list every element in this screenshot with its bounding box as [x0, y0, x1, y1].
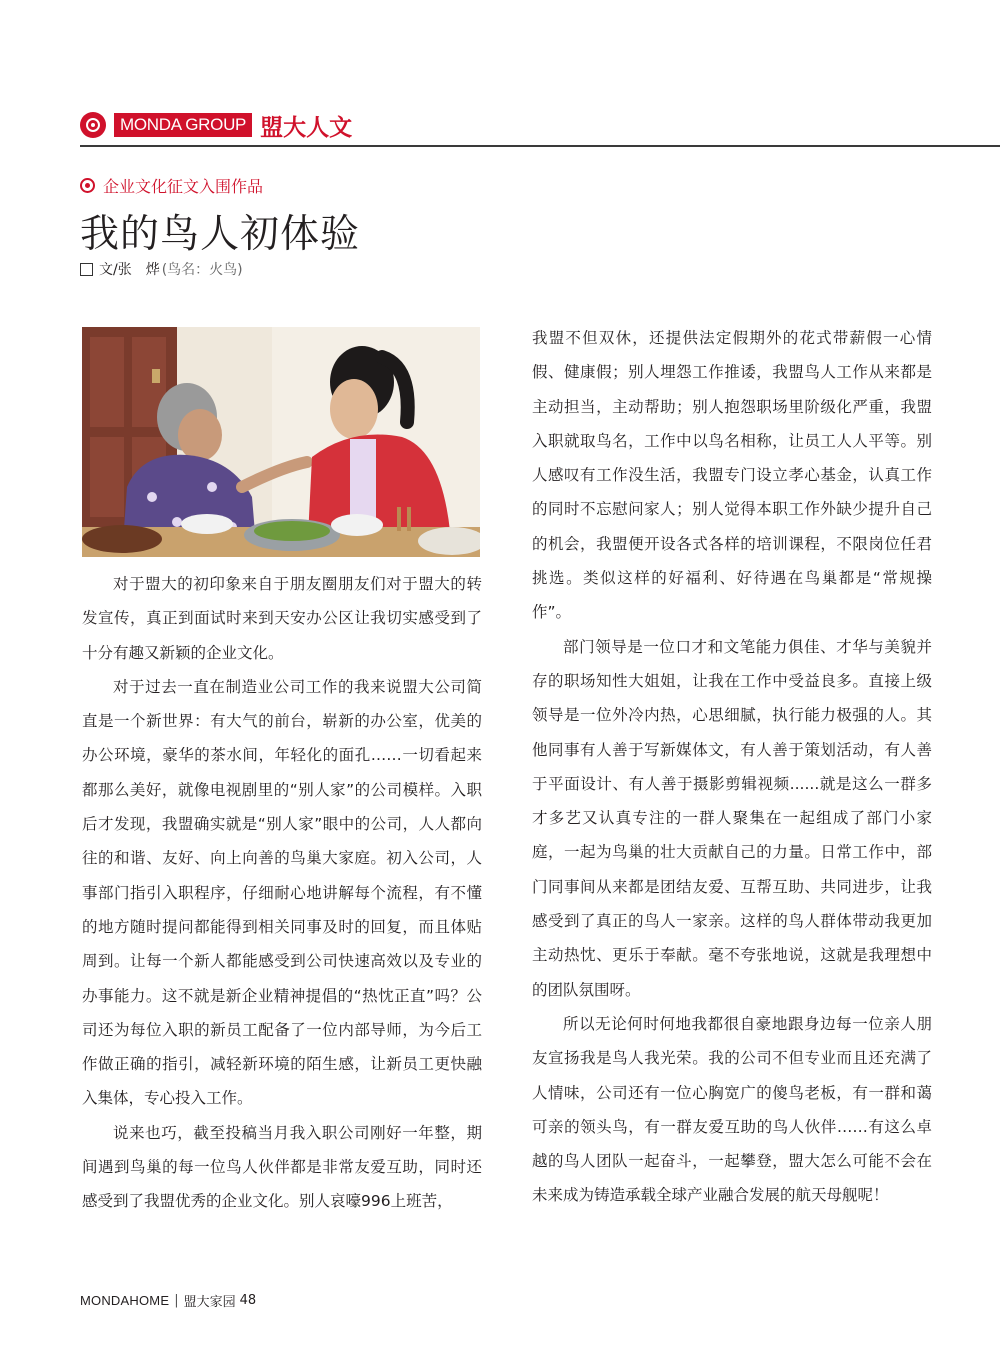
page-footer [80, 1291, 256, 1310]
byline-author: 文/张 烨 [99, 262, 160, 278]
paragraph: 对于盟大的初印象来自于朋友圈朋友们对于盟大的转发宣传，真正到面试时来到天安办公区让我切实感受到了十分有趣又新颖的企业文化。 [82, 575, 482, 662]
paragraph-continuation: 我盟不但双休，还提供法定假期外的花式带薪假一心情假、健康假；别人埋怨工作推诿，我盟鸟人工作从来都是主动担当，主动帮助；别人抱怨职场里阶级化严重，我盟入职就取鸟名，工作中以鸟名相称，让员工人人平等。别人感叹有工作没生活，我盟专门设立孝心基金，认真工作的同时不忘慰问家人；别人觉得本职工作外缺少提升自己的机会，我盟便开设各式各样的培训课程，不限岗位任君挑选。类似这样的好福利、好待遇在鸟巢都是“常规操作”。 [532, 329, 932, 622]
bullseye-icon [80, 178, 95, 193]
article-title: 我的鸟人初体验 [80, 212, 361, 257]
footer-brand: MONDAHOME [80, 1293, 170, 1308]
monda-logo-icon [80, 112, 106, 138]
byline [80, 259, 243, 279]
page-header [80, 109, 352, 141]
section-name: 盟大人文 [260, 114, 353, 141]
article-kicker [80, 174, 263, 197]
right-column [532, 321, 932, 1213]
brand-label: MONDA GROUP [114, 113, 252, 137]
paragraph: 说来也巧，截至投稿当月我入职公司刚好一年整，期间遇到鸟巢的每一位鸟人伙伴都是非常友爱互助，同时还感受到了我盟优秀的企业文化。别人哀嚎996上班苦， [82, 1123, 482, 1211]
paragraph: 部门领导是一位口才和文笔能力俱佳、才华与美貌并存的职场知性大姐姐，让我在工作中受益良多。直接上级领导是一位外冷内热，心思细腻，执行能力极强的人。其他同事有人善于写新媒体文，有人善于策划活动，有人善于平面设计、有人善于摄影剪辑视频......就是这么一群多才多艺又认真专注的一群人聚集在一起组成了部门小家庭，一起为鸟巢的壮大贡献自己的力量。日常工作中，部门同事间从来都是团结友爱、互帮互助、共同进步，让我感受到了真正的鸟人一家亲。这样的鸟人群体带动我更加主动热忱、更乐于奉献。毫不夸张地说，这就是我理想中的团队氛围呀。 [532, 637, 932, 999]
byline-nickname: (鸟名：火鸟) [161, 262, 243, 278]
square-icon [80, 263, 93, 276]
paragraph: 所以无论何时何地我都很自豪地跟身边每一位亲人朋友宣扬我是鸟人我光荣。我的公司不但专业而且还充满了人情味，公司还有一位心胸宽广的傻鸟老板，有一群和蔼可亲的领头鸟，有一群友爱互助的鸟人伙伴……有这么卓越的鸟人团队一起奋斗，一起攀登，盟大怎么可能不会在未来成为铸造承载全球产业融合发展的航天母舰呢！ [532, 1014, 932, 1205]
footer-magazine: 盟大家园 [183, 1295, 236, 1310]
article-photo [82, 327, 480, 557]
kicker-text: 企业文化征文入围作品 [103, 177, 264, 196]
paragraph: 对于过去一直在制造业公司工作的我来说盟大公司简直是一个新世界：有大气的前台，崭新的办公室，优美的办公环境，豪华的茶水间，年轻化的面孔……一切看起来都那么美好，就像电视剧里的“别人家”的公司模样。入职后才发现，我盟确实就是“别人家”眼中的公司，人人都向往的和谐、友好、向上向善的鸟巢大家庭。初入公司，人事部门指引入职程序，仔细耐心地讲解每个流程，有不懂的地方随时提问都能得到相关同事及时的回复，而且体贴周到。让每一个新人都能感受到公司快速高效以及专业的办事能力。这不就是新企业精神提倡的“热忱正直”吗？公司还为每位入职的新员工配备了一位内部导师，为今后工作做正确的指引，减轻新环境的陌生感，让新员工更快融入集体，专心投入工作。 [82, 677, 482, 1108]
footer-separator: | [174, 1293, 179, 1308]
page-number: 48 [239, 1293, 257, 1308]
left-column [82, 567, 482, 1219]
header-divider [80, 145, 1000, 147]
